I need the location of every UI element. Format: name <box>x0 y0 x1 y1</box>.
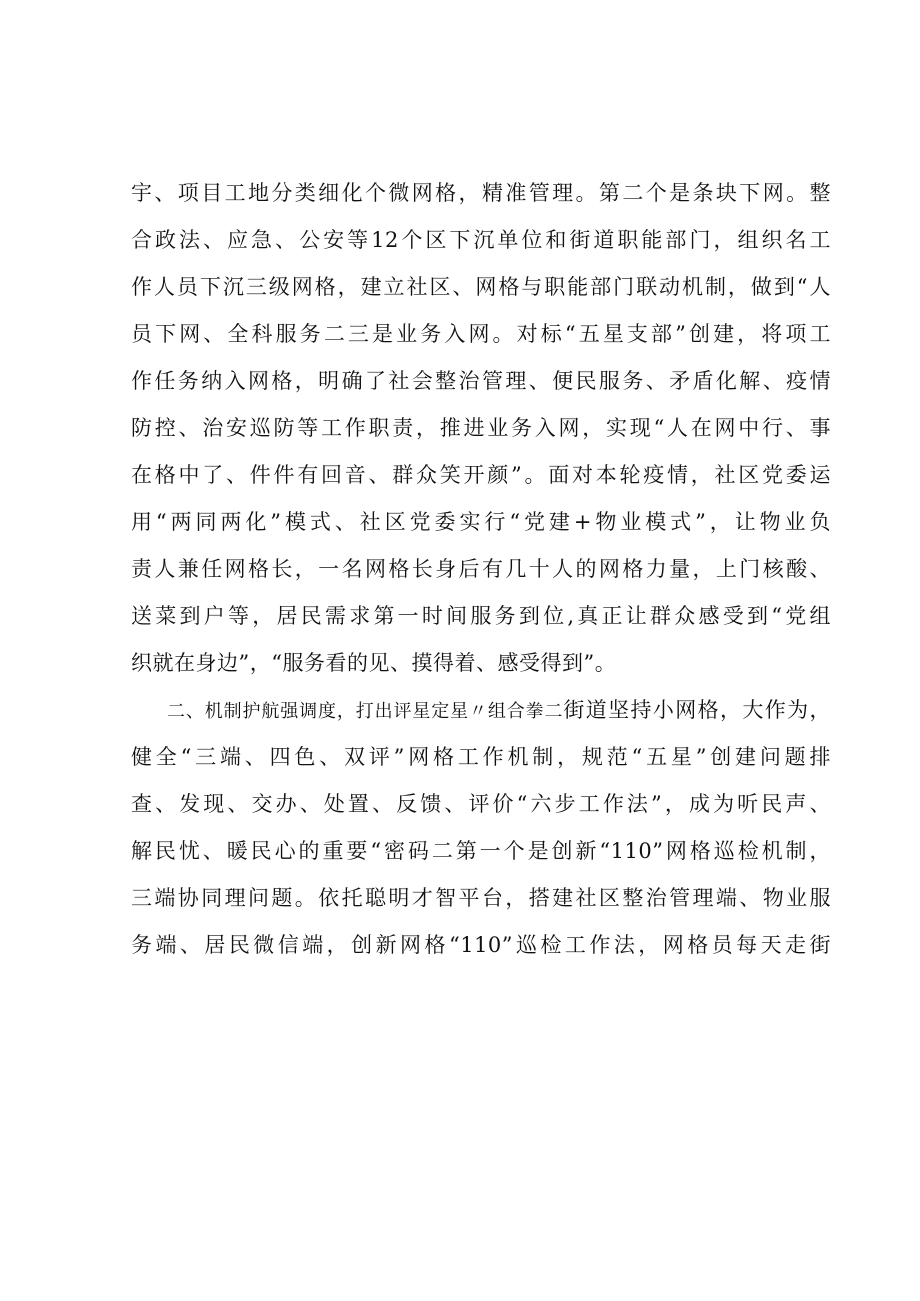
text-line: 作人员下沉三级网格，建立社区、网格与职能部门联动机制，做到“人 <box>131 275 831 299</box>
text-line: 责人兼任网格长，一名网格长身后有几十人的网格力量，上门核酸、 <box>131 557 831 581</box>
section-heading-line <box>131 687 831 734</box>
text-line: 合政法、应急、公安等12个区下沉单位和街道职能部门，组织名工 <box>131 228 831 252</box>
text-line: 宇、项目工地分类细化个微网格，精准管理。第二个是条块下网。整 <box>131 181 831 205</box>
text-line: 员下网、全科服务二三是业务入网。对标“五星支部”创建，将项工 <box>131 322 831 346</box>
text-line: 查、发现、交办、处置、反馈、评价“六步工作法”，成为听民声、 <box>131 792 831 816</box>
text-line-rest: 街道坚持小网格，大作为， <box>563 698 831 722</box>
document-body <box>131 170 831 969</box>
text-line: 解民忧、暖民心的重要“密码二第一个是创新“110”网格巡检机制， <box>131 839 831 863</box>
text-line: 防控、治安巡防等工作职责，推进业务入网，实现“人在网中行、事 <box>131 416 831 440</box>
text-line: 在格中了、件件有回音、群众笑开颜”。面对本轮疫情，社区党委运 <box>131 463 831 487</box>
text-line: 三端协同理问题。依托聪明才智平台，搭建社区整治管理端、物业服 <box>131 886 831 910</box>
text-line: 健全“三端、四色、双评”网格工作机制，规范“五星”创建问题排 <box>131 745 831 769</box>
text-line: 作任务纳入网格，明确了社会整治管理、便民服务、矛盾化解、疫情 <box>131 369 831 393</box>
text-line: 织就在身边”，“服务看的见、摸得着、感受得到”。 <box>131 651 617 675</box>
text-line: 务端、居民微信端，创新网格“110”巡检工作法，网格员每天走街 <box>131 933 831 957</box>
text-line: 用“两同两化”模式、社区党委实行“党建+物业模式”，让物业负 <box>131 510 831 534</box>
section-heading: 二、机制护航强调度，打出评星定星〃组合拳二 <box>167 701 564 722</box>
text-line: 送菜到户等，居民需求第一时间服务到位,真正让群众感受到“党组 <box>131 604 831 628</box>
